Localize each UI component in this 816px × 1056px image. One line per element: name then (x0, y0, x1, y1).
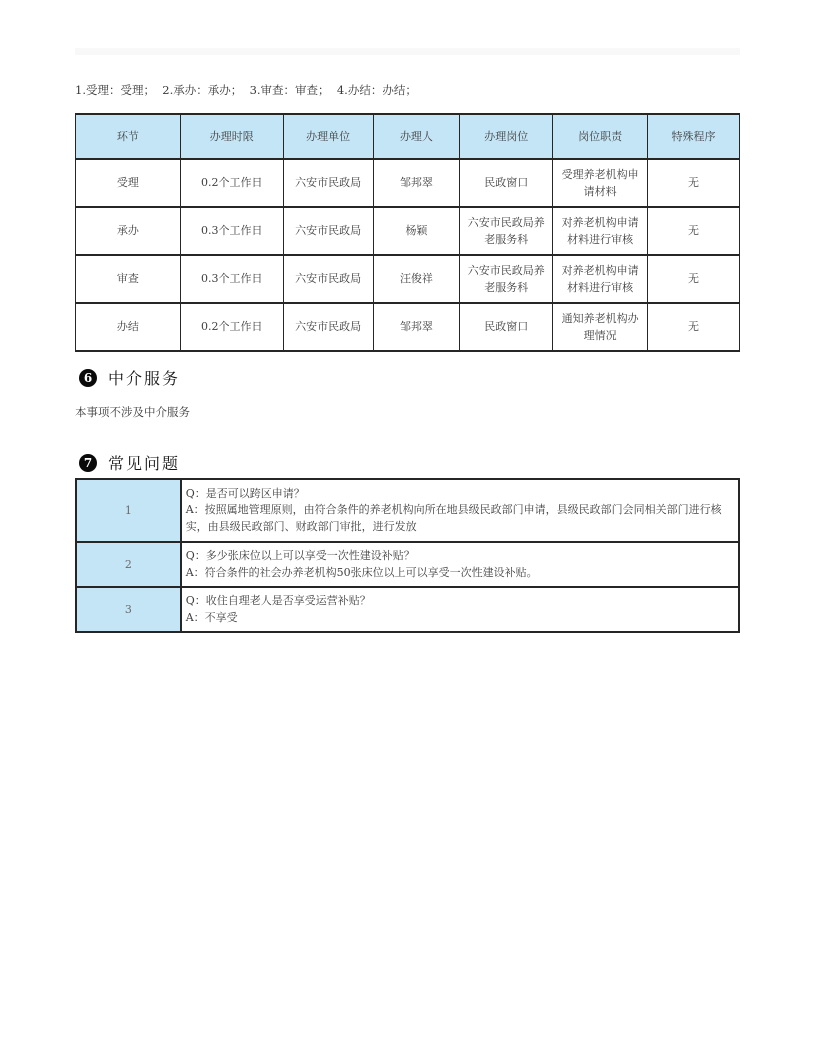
cell-post: 六安市民政局养老服务科 (460, 207, 553, 255)
col-header-unit: 办理单位 (283, 114, 373, 159)
cell-unit: 六安市民政局 (283, 207, 373, 255)
cell-handler: 杨颖 (373, 207, 460, 255)
section-title: 中介服务 (108, 369, 181, 388)
faq-question: Q：多少张床位以上可以享受一次性建设补贴？ (185, 549, 415, 562)
cell-handler: 邹邦翠 (373, 159, 460, 207)
col-header-duty: 岗位职责 (553, 114, 648, 159)
cell-post: 六安市民政局养老服务科 (460, 255, 553, 303)
table-row (76, 207, 740, 255)
process-table (75, 113, 740, 352)
col-header-handler: 办理人 (373, 114, 460, 159)
col-header-time-limit: 办理时限 (180, 114, 283, 159)
faq-row (76, 542, 739, 587)
cell-duty: 受理养老机构申请材料 (553, 159, 648, 207)
cell-time-limit: 0.3个工作日 (180, 207, 283, 255)
faq-answer: A：不享受 (185, 610, 238, 624)
cell-duty: 通知养老机构办理情况 (553, 303, 648, 351)
section-heading-intermediary (79, 366, 180, 389)
faq-answer: A：按照属地管理原则，由符合条件的养老机构向所在地县级民政部门申请，县级民政部门会同相关部门进行核实，由县级民政部门、财政部门审批，进行发放 (185, 503, 722, 533)
cell-duty: 对养老机构申请材料进行审核 (553, 207, 648, 255)
cell-time-limit: 0.2个工作日 (180, 303, 283, 351)
section-number-badge: 6 (79, 369, 97, 387)
faq-question: Q：是否可以跨区申请？ (185, 486, 305, 500)
top-divider (75, 48, 740, 55)
cell-unit: 六安市民政局 (283, 303, 373, 351)
section-heading-faq (79, 451, 180, 474)
process-legend: 1.受理：受理； 2.承办：承办； 3.审查：审查； 4.办结：办结； (75, 83, 417, 97)
faq-index: 2 (76, 542, 181, 587)
col-header-step: 环节 (76, 114, 181, 159)
process-table-header-row (76, 114, 740, 159)
faq-content (181, 587, 739, 632)
cell-unit: 六安市民政局 (283, 159, 373, 207)
faq-question: Q：收住自理老人是否享受运营补贴？ (185, 594, 371, 607)
cell-unit: 六安市民政局 (283, 255, 373, 303)
intermediary-note: 本事项不涉及中介服务 (75, 405, 190, 419)
col-header-special: 特殊程序 (648, 114, 740, 159)
faq-row (76, 479, 739, 542)
cell-handler: 汪俊祥 (373, 255, 460, 303)
cell-step: 审查 (76, 255, 181, 303)
faq-content (181, 479, 739, 542)
faq-answer: A：符合条件的社会办养老机构50张床位以上可以享受一次性建设补贴。 (185, 565, 538, 579)
cell-step: 办结 (76, 303, 181, 351)
cell-post: 民政窗口 (460, 159, 553, 207)
cell-duty: 对养老机构申请材料进行审核 (553, 255, 648, 303)
cell-special: 无 (648, 303, 740, 351)
faq-index: 1 (76, 479, 181, 542)
section-number-badge: 7 (79, 454, 97, 472)
faq-content (181, 542, 739, 587)
col-header-post: 办理岗位 (460, 114, 553, 159)
table-row (76, 159, 740, 207)
cell-time-limit: 0.3个工作日 (180, 255, 283, 303)
table-row (76, 303, 740, 351)
cell-special: 无 (648, 207, 740, 255)
faq-row (76, 587, 739, 632)
faq-table (75, 478, 740, 633)
table-row (76, 255, 740, 303)
section-title: 常见问题 (108, 454, 181, 473)
cell-step: 承办 (76, 207, 181, 255)
cell-special: 无 (648, 159, 740, 207)
faq-index: 3 (76, 587, 181, 632)
cell-handler: 邹邦翠 (373, 303, 460, 351)
cell-post: 民政窗口 (460, 303, 553, 351)
cell-time-limit: 0.2个工作日 (180, 159, 283, 207)
cell-special: 无 (648, 255, 740, 303)
cell-step: 受理 (76, 159, 181, 207)
